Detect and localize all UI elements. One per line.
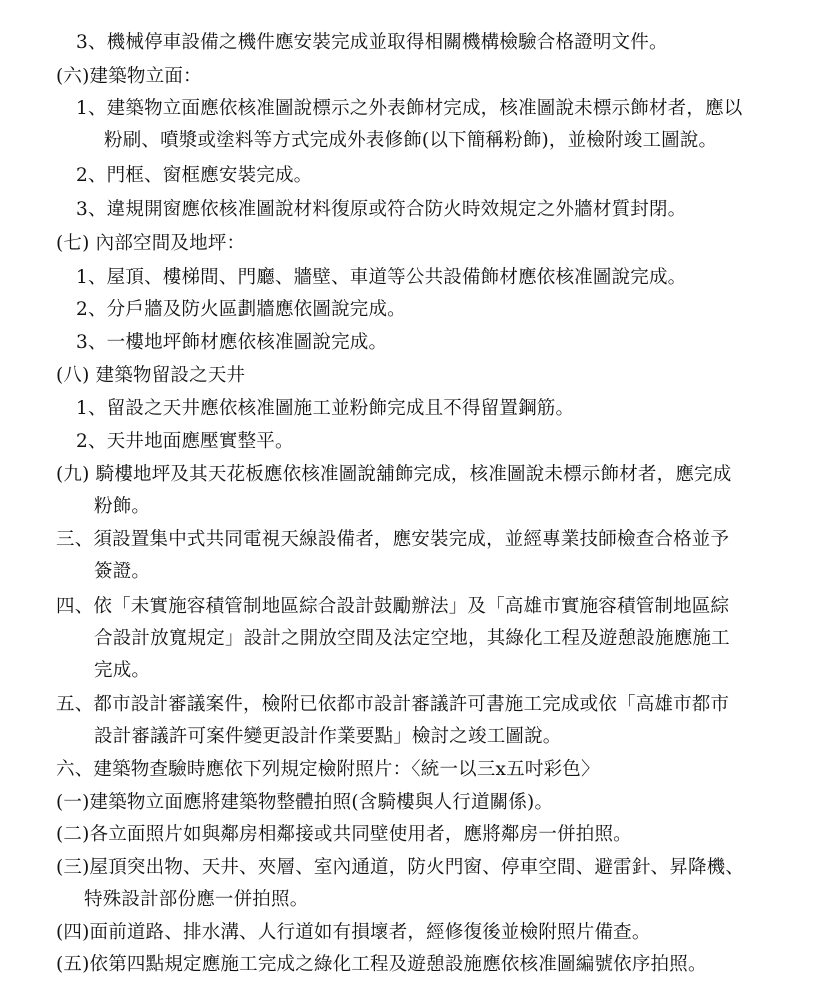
section-heading: (九) 騎樓地坪及其天花板應依核准圖說舖飾完成，核准圖說未標示飾材者，應完成 xyxy=(56,464,732,485)
text-line: 合設計放寬規定」設計之開放空間及法定空地，其綠化工程及遊憩設施應施工 xyxy=(94,628,730,649)
section-heading: (八) 建築物留設之天井 xyxy=(56,365,246,386)
text-line: (五)依第四點規定應施工完成之綠化工程及遊憩設施應依核准圖編號依序拍照。 xyxy=(56,954,707,975)
text-line: (二)各立面照片如與鄰房相鄰接或共同壁使用者，應將鄰房一併拍照。 xyxy=(56,824,632,845)
text-line: (四)面前道路、排水溝、人行道如有損壞者，經修復後並檢附照片備查。 xyxy=(56,922,651,943)
text-line: 2、分戶牆及防火區劃牆應依圖說完成。 xyxy=(76,299,406,320)
text-line: (三)屋頂突出物、天井、夾層、室內通道，防火門窗、停車空間、避雷針、昇降機、 xyxy=(56,857,745,878)
text-line: 粉刷、噴漿或塗料等方式完成外表修飾(以下簡稱粉飾)，並檢附竣工圖說。 xyxy=(104,130,718,151)
text-line: 簽證。 xyxy=(94,561,151,582)
section-heading: 四、依「未實施容積管制地區綜合設計鼓勵辦法」及「高雄市實施容積管制地區綜 xyxy=(56,596,730,617)
text-line: 3、機械停車設備之機件應安裝完成並取得相關機構檢驗合格證明文件。 xyxy=(76,32,668,53)
section-heading: 五、都市設計審議案件，檢附已依都市設計審議許可書施工完成或依「高雄市都市 xyxy=(56,694,730,715)
text-line: 3、違規開窗應依核准圖說材料復原或符合防火時效規定之外牆材質封閉。 xyxy=(76,199,687,220)
section-heading: 六、建築物查驗時應依下列規定檢附照片：〈統一以三x五吋彩色〉 xyxy=(56,759,600,780)
text-line: 2、門框、窗框應安裝完成。 xyxy=(76,165,313,186)
text-line: 3、一樓地坪飾材應依核准圖說完成。 xyxy=(76,332,388,353)
text-line: 1、屋頂、樓梯間、門廳、牆壁、車道等公共設備飾材應依核准圖說完成。 xyxy=(76,267,687,288)
section-heading: (七) 內部空間及地坪： xyxy=(56,233,246,254)
text-line: 設計審議許可案件變更設計作業要點」檢討之竣工圖說。 xyxy=(94,726,562,747)
section-heading: 三、須設置集中式共同電視天線設備者，應安裝完成，並經專業技師檢查合格並予 xyxy=(56,529,730,550)
text-line: 1、建築物立面應依核准圖說標示之外表飾材完成，核准圖說未標示飾材者，應以 xyxy=(76,98,743,119)
text-line: 粉飾。 xyxy=(94,496,151,517)
text-line: 2、天井地面應壓實整平。 xyxy=(76,431,294,452)
text-line: 特殊設計部份應一併拍照。 xyxy=(84,889,309,910)
text-line: 完成。 xyxy=(94,660,151,681)
text-line: 1、留設之天井應依核准圖施工並粉飾完成且不得留置鋼筋。 xyxy=(76,398,575,419)
text-line: (一)建築物立面應將建築物整體拍照(含騎樓與人行道關係)。 xyxy=(56,792,554,813)
section-heading: (六)建築物立面： xyxy=(56,66,202,87)
